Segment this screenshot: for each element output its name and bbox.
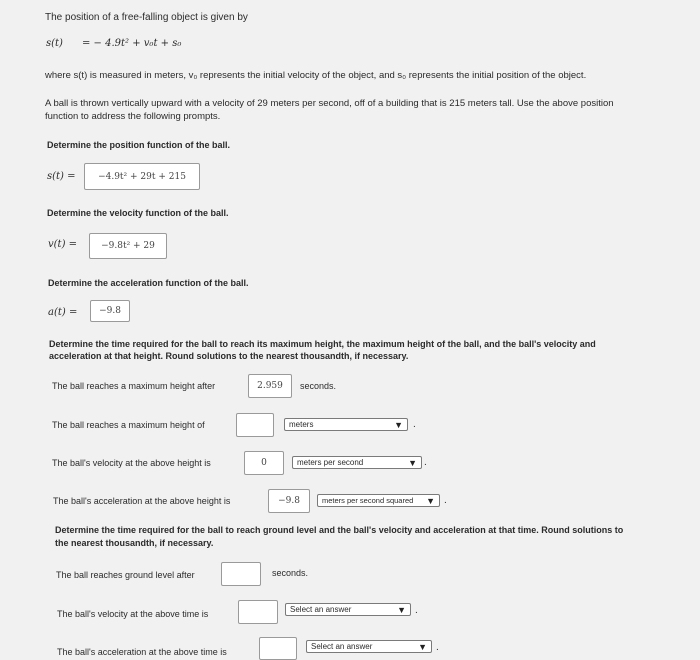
max-accel-value: −9.8	[278, 496, 300, 506]
max-velocity-unit-select[interactable]	[292, 456, 422, 469]
ground-time-label: The ball reaches ground level after	[56, 570, 195, 580]
where-line: where s(t) is measured in meters, v₀ represents the initial velocity of the object, and s₀ represents the initial position of the object.	[45, 70, 587, 81]
ground-accel-period: .	[436, 642, 439, 653]
max-accel-unit-select[interactable]	[317, 494, 440, 507]
acceleration-answer-value: −9.8	[99, 306, 121, 316]
max-height-label: The ball reaches a maximum height of	[52, 420, 205, 430]
acceleration-answer-field[interactable]	[90, 300, 130, 322]
chevron-down-icon: ▼	[397, 605, 406, 615]
ground-heading-line-1: Determine the time required for the ball to reach ground level and the ball's velocity and acceleration at that time. Round solutions to	[55, 525, 624, 535]
velocity-heading: Determine the velocity function of the ball.	[47, 208, 229, 218]
position-answer-field[interactable]	[84, 163, 200, 190]
velocity-answer-value: −9.8t² + 29	[101, 241, 155, 251]
max-accel-unit-selected: meters per second squared	[322, 496, 414, 505]
max-time-unit: seconds.	[300, 381, 337, 391]
problem-line-2: function to address the following prompts.	[45, 111, 221, 122]
max-height-unit-select[interactable]	[284, 418, 408, 431]
max-height-unit-selected: meters	[289, 420, 314, 429]
formula-lhs: s(t)	[46, 38, 63, 49]
ground-accel-unit-select[interactable]	[306, 640, 432, 653]
max-height-period: .	[413, 419, 416, 430]
max-time-input[interactable]	[248, 374, 292, 398]
max-time-value: 2.959	[257, 381, 283, 391]
acceleration-heading: Determine the acceleration function of the ball.	[48, 278, 249, 288]
max-time-label: The ball reaches a maximum height after	[52, 381, 216, 391]
max-height-input[interactable]	[236, 413, 274, 437]
ground-velocity-period: .	[415, 605, 418, 616]
ground-accel-unit-selected: Select an answer	[311, 642, 373, 651]
position-answer-value: −4.9t² + 29t + 215	[98, 171, 186, 182]
formula-rhs: = − 4.9t² + v₀t + s₀	[82, 38, 182, 49]
max-height-heading-line-1: Determine the time required for the ball to reach its maximum height, the maximum height of the ball, and the ball's velocity and	[49, 339, 596, 349]
max-velocity-input[interactable]	[244, 451, 284, 475]
max-accel-input[interactable]	[268, 489, 310, 513]
intro-line: The position of a free-falling object is given by	[45, 12, 248, 23]
ground-heading-line-2: the nearest thousandth, if necessary.	[55, 538, 214, 548]
position-lhs: s(t) =	[47, 171, 76, 182]
chevron-down-icon: ▼	[408, 458, 417, 468]
ground-accel-label: The ball's acceleration at the above time is	[57, 647, 227, 657]
ground-accel-input[interactable]	[259, 637, 297, 660]
chevron-down-icon: ▼	[394, 420, 403, 430]
ground-time-input[interactable]	[221, 562, 261, 586]
chevron-down-icon: ▼	[426, 496, 435, 506]
acceleration-lhs: a(t) =	[48, 307, 78, 318]
position-heading: Determine the position function of the ball.	[47, 140, 231, 150]
ground-velocity-unit-selected: Select an answer	[290, 605, 352, 614]
max-accel-label: The ball's acceleration at the above height is	[53, 496, 231, 506]
ground-velocity-label: The ball's velocity at the above time is	[57, 609, 209, 619]
chevron-down-icon: ▼	[418, 642, 427, 652]
velocity-lhs: v(t) =	[48, 239, 78, 250]
ground-velocity-input[interactable]	[238, 600, 278, 624]
max-height-heading-line-2: acceleration at that height. Round solutions to the nearest thousandth, if necessary.	[49, 351, 409, 361]
max-velocity-label: The ball's velocity at the above height is	[52, 458, 211, 468]
max-velocity-value: 0	[261, 458, 267, 468]
problem-line-1: A ball is thrown vertically upward with a velocity of 29 meters per second, off of a building that is 215 meters tall. Use the above position	[45, 98, 614, 109]
velocity-answer-field[interactable]	[89, 233, 167, 259]
max-velocity-unit-selected: meters per second	[297, 458, 364, 467]
max-velocity-period: .	[424, 457, 427, 468]
max-accel-period: .	[444, 495, 447, 506]
ground-velocity-unit-select[interactable]	[285, 603, 411, 616]
ground-time-unit: seconds.	[272, 568, 309, 578]
